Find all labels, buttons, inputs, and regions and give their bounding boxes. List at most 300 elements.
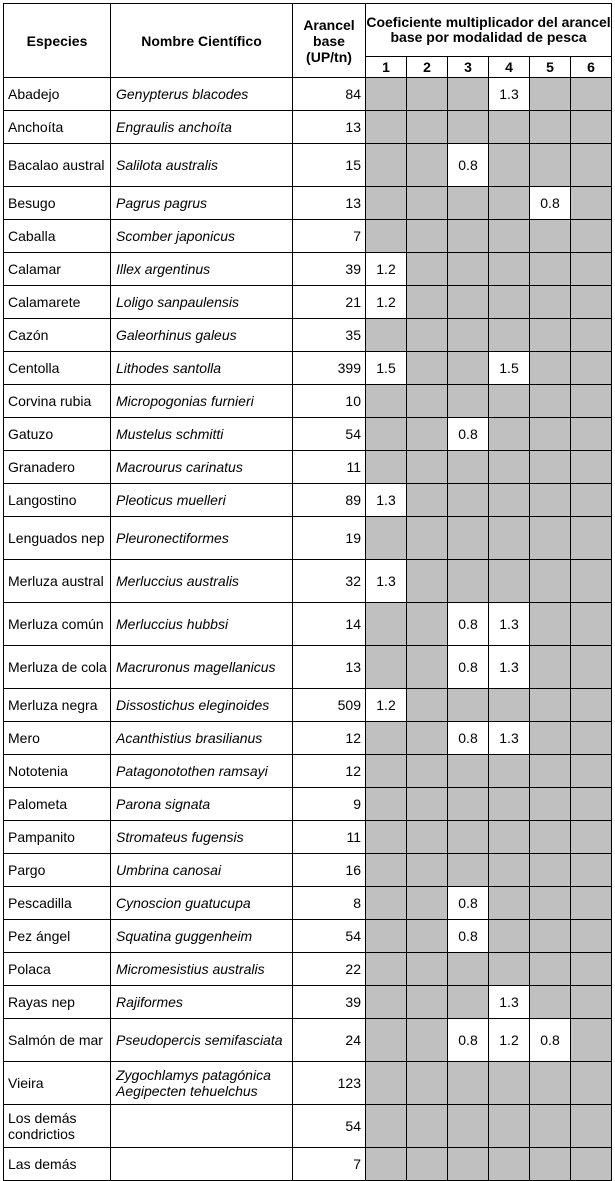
table-row <box>4 187 612 220</box>
cell-coef-6 <box>571 319 612 352</box>
cell-coef-2 <box>407 646 448 689</box>
cell-nombre-cientifico: Umbrina canosai <box>111 854 293 887</box>
cell-especie: Pargo <box>4 854 111 887</box>
cell-coef-2 <box>407 1062 448 1105</box>
header-coeficiente: Coeficiente multiplicador del arancel base por modalidad de pesca <box>366 4 612 57</box>
cell-coef-4 <box>489 689 530 722</box>
cell-coef-5 <box>530 517 571 560</box>
cell-especie: Merluza austral <box>4 560 111 603</box>
cell-nombre-cientifico: Mustelus schmitti <box>111 418 293 451</box>
cell-coef-1: 1.2 <box>366 253 407 286</box>
cell-coef-4: 1.3 <box>489 646 530 689</box>
cell-coef-3: 0.8 <box>448 920 489 953</box>
cell-coef-4: 1.3 <box>489 603 530 646</box>
cell-nombre-cientifico: Rajiformes <box>111 986 293 1019</box>
cell-arancel: 16 <box>293 854 366 887</box>
cell-coef-5 <box>530 1105 571 1148</box>
cell-coef-4 <box>489 418 530 451</box>
cell-coef-3 <box>448 286 489 319</box>
cell-coef-1 <box>366 418 407 451</box>
table-row <box>4 854 612 887</box>
cell-especie: Vieira <box>4 1062 111 1105</box>
cell-coef-1 <box>366 755 407 788</box>
cell-nombre-cientifico: Dissostichus eleginoides <box>111 689 293 722</box>
cell-coef-5 <box>530 788 571 821</box>
cell-coef-4 <box>489 319 530 352</box>
cell-coef-2 <box>407 788 448 821</box>
cell-especie: Pampanito <box>4 821 111 854</box>
cell-coef-1 <box>366 646 407 689</box>
cell-coef-2 <box>407 755 448 788</box>
cell-coef-2 <box>407 560 448 603</box>
cell-coef-2 <box>407 821 448 854</box>
cell-nombre-cientifico: Loligo sanpaulensis <box>111 286 293 319</box>
cell-arancel: 22 <box>293 953 366 986</box>
cell-coef-4 <box>489 788 530 821</box>
cell-arancel: 7 <box>293 1148 366 1181</box>
cell-coef-1 <box>366 1019 407 1062</box>
cell-especie: Langostino <box>4 484 111 517</box>
cell-arancel: 84 <box>293 78 366 111</box>
cell-especie: Corvina rubia <box>4 385 111 418</box>
cell-coef-2 <box>407 253 448 286</box>
cell-coef-4 <box>489 111 530 144</box>
cell-coef-6 <box>571 603 612 646</box>
cell-coef-1 <box>366 854 407 887</box>
table-row <box>4 1148 612 1181</box>
cell-coef-3 <box>448 78 489 111</box>
cell-especie: Abadejo <box>4 78 111 111</box>
cell-coef-4 <box>489 560 530 603</box>
table-row <box>4 418 612 451</box>
cell-coef-4 <box>489 887 530 920</box>
cell-coef-1: 1.3 <box>366 484 407 517</box>
cell-coef-3 <box>448 821 489 854</box>
cell-arancel: 54 <box>293 1105 366 1148</box>
cell-coef-5 <box>530 722 571 755</box>
table-header <box>4 4 612 78</box>
header-modalidad-3: 3 <box>448 57 489 78</box>
cell-coef-3 <box>448 319 489 352</box>
cell-coef-3 <box>448 220 489 253</box>
cell-coef-4 <box>489 854 530 887</box>
header-nombre-cientifico: Nombre Científico <box>111 4 293 78</box>
cell-coef-3: 0.8 <box>448 646 489 689</box>
table-row <box>4 1019 612 1062</box>
cell-arancel: 54 <box>293 418 366 451</box>
cell-coef-5 <box>530 418 571 451</box>
cell-coef-6 <box>571 286 612 319</box>
cell-coef-6 <box>571 560 612 603</box>
cell-coef-4 <box>489 755 530 788</box>
cell-arancel: 509 <box>293 689 366 722</box>
table-row <box>4 953 612 986</box>
cell-arancel: 12 <box>293 755 366 788</box>
table-row <box>4 821 612 854</box>
cell-coef-3 <box>448 560 489 603</box>
cell-arancel: 32 <box>293 560 366 603</box>
cell-coef-4 <box>489 385 530 418</box>
cell-coef-4: 1.5 <box>489 352 530 385</box>
cell-nombre-cientifico <box>111 1105 293 1148</box>
cell-coef-3 <box>448 1062 489 1105</box>
cell-nombre-cientifico: Pseudopercis semifasciata <box>111 1019 293 1062</box>
cell-coef-5 <box>530 920 571 953</box>
cell-coef-4: 1.3 <box>489 986 530 1019</box>
cell-especie: Besugo <box>4 187 111 220</box>
cell-especie: Mero <box>4 722 111 755</box>
cell-especie: Pescadilla <box>4 887 111 920</box>
table-row <box>4 352 612 385</box>
cell-especie: Los demás condrictios <box>4 1105 111 1148</box>
cell-coef-4 <box>489 484 530 517</box>
cell-coef-1 <box>366 1062 407 1105</box>
cell-arancel: 13 <box>293 646 366 689</box>
table-row <box>4 560 612 603</box>
table-row <box>4 788 612 821</box>
cell-coef-2 <box>407 220 448 253</box>
cell-especie: Cazón <box>4 319 111 352</box>
cell-especie: Merluza común <box>4 603 111 646</box>
cell-nombre-cientifico: Illex argentinus <box>111 253 293 286</box>
cell-coef-2 <box>407 286 448 319</box>
cell-coef-3 <box>448 517 489 560</box>
cell-coef-1 <box>366 986 407 1019</box>
cell-coef-6 <box>571 1105 612 1148</box>
cell-coef-2 <box>407 187 448 220</box>
cell-coef-6 <box>571 755 612 788</box>
cell-coef-5 <box>530 319 571 352</box>
cell-arancel: 10 <box>293 385 366 418</box>
cell-coef-2 <box>407 517 448 560</box>
cell-coef-5 <box>530 755 571 788</box>
cell-coef-5 <box>530 646 571 689</box>
cell-coef-4 <box>489 1062 530 1105</box>
cell-nombre-cientifico: Merluccius hubbsi <box>111 603 293 646</box>
cell-coef-5 <box>530 385 571 418</box>
cell-coef-2 <box>407 722 448 755</box>
cell-arancel: 13 <box>293 187 366 220</box>
cell-especie: Anchoíta <box>4 111 111 144</box>
cell-coef-3 <box>448 352 489 385</box>
cell-coef-3 <box>448 451 489 484</box>
cell-coef-3 <box>448 1148 489 1181</box>
cell-coef-5: 0.8 <box>530 187 571 220</box>
table-row <box>4 755 612 788</box>
cell-especie: Gatuzo <box>4 418 111 451</box>
cell-coef-4 <box>489 187 530 220</box>
cell-coef-5 <box>530 953 571 986</box>
cell-coef-2 <box>407 953 448 986</box>
cell-coef-2 <box>407 1148 448 1181</box>
cell-coef-6 <box>571 78 612 111</box>
cell-coef-6 <box>571 953 612 986</box>
cell-nombre-cientifico: Pleuronectiformes <box>111 517 293 560</box>
cell-coef-6 <box>571 1148 612 1181</box>
cell-coef-1 <box>366 953 407 986</box>
table-row <box>4 385 612 418</box>
cell-coef-6 <box>571 689 612 722</box>
cell-coef-2 <box>407 111 448 144</box>
cell-arancel: 399 <box>293 352 366 385</box>
cell-nombre-cientifico: Galeorhinus galeus <box>111 319 293 352</box>
cell-arancel: 123 <box>293 1062 366 1105</box>
cell-coef-1 <box>366 1148 407 1181</box>
cell-coef-5 <box>530 854 571 887</box>
header-modalidad-5: 5 <box>530 57 571 78</box>
cell-coef-5 <box>530 111 571 144</box>
cell-coef-6 <box>571 517 612 560</box>
cell-coef-4: 1.3 <box>489 78 530 111</box>
cell-coef-3 <box>448 253 489 286</box>
cell-arancel: 19 <box>293 517 366 560</box>
cell-coef-4 <box>489 220 530 253</box>
table-row <box>4 646 612 689</box>
cell-coef-3 <box>448 187 489 220</box>
cell-coef-5 <box>530 689 571 722</box>
cell-coef-5: 0.8 <box>530 1019 571 1062</box>
cell-coef-1 <box>366 111 407 144</box>
cell-coef-4: 1.3 <box>489 722 530 755</box>
cell-coef-6 <box>571 854 612 887</box>
cell-coef-1 <box>366 788 407 821</box>
cell-coef-1 <box>366 144 407 187</box>
table-row <box>4 78 612 111</box>
cell-coef-2 <box>407 352 448 385</box>
cell-coef-3: 0.8 <box>448 887 489 920</box>
cell-coef-1 <box>366 603 407 646</box>
cell-arancel: 39 <box>293 986 366 1019</box>
cell-coef-6 <box>571 1062 612 1105</box>
table-body <box>4 78 612 1181</box>
header-especies: Especies <box>4 4 111 78</box>
cell-coef-3: 0.8 <box>448 603 489 646</box>
cell-coef-6 <box>571 986 612 1019</box>
cell-coef-6 <box>571 144 612 187</box>
cell-especie: Merluza negra <box>4 689 111 722</box>
header-modalidad-1: 1 <box>366 57 407 78</box>
cell-coef-1: 1.2 <box>366 689 407 722</box>
cell-nombre-cientifico: Lithodes santolla <box>111 352 293 385</box>
cell-nombre-cientifico: Salilota australis <box>111 144 293 187</box>
cell-coef-6 <box>571 887 612 920</box>
cell-nombre-cientifico: Acanthistius brasilianus <box>111 722 293 755</box>
cell-arancel: 11 <box>293 451 366 484</box>
cell-coef-3 <box>448 953 489 986</box>
cell-coef-4 <box>489 1148 530 1181</box>
cell-coef-1 <box>366 220 407 253</box>
table-row <box>4 1105 612 1148</box>
cell-coef-6 <box>571 187 612 220</box>
cell-coef-6 <box>571 253 612 286</box>
cell-coef-6 <box>571 788 612 821</box>
table-row <box>4 319 612 352</box>
cell-coef-1: 1.2 <box>366 286 407 319</box>
cell-especie: Rayas nep <box>4 986 111 1019</box>
cell-coef-1 <box>366 821 407 854</box>
cell-arancel: 14 <box>293 603 366 646</box>
cell-arancel: 12 <box>293 722 366 755</box>
cell-coef-3 <box>448 484 489 517</box>
cell-especie: Caballa <box>4 220 111 253</box>
header-modalidad-6: 6 <box>571 57 612 78</box>
cell-coef-5 <box>530 1148 571 1181</box>
cell-coef-2 <box>407 986 448 1019</box>
cell-coef-6 <box>571 220 612 253</box>
cell-nombre-cientifico: Parona signata <box>111 788 293 821</box>
cell-coef-3 <box>448 385 489 418</box>
cell-especie: Merluza de cola <box>4 646 111 689</box>
cell-coef-6 <box>571 418 612 451</box>
table-row <box>4 220 612 253</box>
cell-coef-5 <box>530 451 571 484</box>
cell-coef-6 <box>571 352 612 385</box>
cell-coef-4 <box>489 920 530 953</box>
cell-coef-4 <box>489 253 530 286</box>
cell-arancel: 39 <box>293 253 366 286</box>
cell-nombre-cientifico: Micropogonias furnieri <box>111 385 293 418</box>
cell-coef-3: 0.8 <box>448 1019 489 1062</box>
cell-especie: Granadero <box>4 451 111 484</box>
cell-coef-2 <box>407 1105 448 1148</box>
cell-especie: Centolla <box>4 352 111 385</box>
cell-coef-4 <box>489 953 530 986</box>
cell-coef-5 <box>530 484 571 517</box>
cell-coef-5 <box>530 887 571 920</box>
table-row <box>4 887 612 920</box>
cell-coef-3 <box>448 755 489 788</box>
cell-coef-6 <box>571 920 612 953</box>
cell-coef-2 <box>407 484 448 517</box>
cell-coef-5 <box>530 603 571 646</box>
cell-nombre-cientifico: Patagonotothen ramsayi <box>111 755 293 788</box>
cell-arancel: 35 <box>293 319 366 352</box>
cell-arancel: 13 <box>293 111 366 144</box>
cell-arancel: 11 <box>293 821 366 854</box>
cell-coef-2 <box>407 319 448 352</box>
cell-coef-2 <box>407 920 448 953</box>
cell-nombre-cientifico: Engraulis anchoíta <box>111 111 293 144</box>
cell-arancel: 24 <box>293 1019 366 1062</box>
cell-coef-6 <box>571 111 612 144</box>
cell-coef-3 <box>448 689 489 722</box>
cell-coef-6 <box>571 385 612 418</box>
cell-nombre-cientifico: Stromateus fugensis <box>111 821 293 854</box>
cell-coef-5 <box>530 144 571 187</box>
cell-coef-4: 1.2 <box>489 1019 530 1062</box>
cell-coef-5 <box>530 253 571 286</box>
cell-coef-4 <box>489 451 530 484</box>
cell-nombre-cientifico: Cynoscion guatucupa <box>111 887 293 920</box>
cell-coef-2 <box>407 689 448 722</box>
cell-arancel: 54 <box>293 920 366 953</box>
cell-coef-2 <box>407 887 448 920</box>
cell-coef-6 <box>571 484 612 517</box>
cell-nombre-cientifico: Zygochlamys patagónica Aegipecten tehuelchus <box>111 1062 293 1105</box>
cell-nombre-cientifico: Pleoticus muelleri <box>111 484 293 517</box>
cell-coef-3 <box>448 986 489 1019</box>
cell-coef-2 <box>407 78 448 111</box>
cell-coef-1 <box>366 385 407 418</box>
table-row <box>4 517 612 560</box>
table-row <box>4 253 612 286</box>
table-row <box>4 144 612 187</box>
cell-coef-4 <box>489 144 530 187</box>
cell-coef-1 <box>366 920 407 953</box>
cell-coef-2 <box>407 385 448 418</box>
cell-coef-3 <box>448 1105 489 1148</box>
cell-coef-1 <box>366 722 407 755</box>
cell-coef-3: 0.8 <box>448 144 489 187</box>
cell-coef-4 <box>489 286 530 319</box>
cell-coef-4 <box>489 517 530 560</box>
cell-especie: Palometa <box>4 788 111 821</box>
cell-nombre-cientifico: Genypterus blacodes <box>111 78 293 111</box>
cell-nombre-cientifico <box>111 1148 293 1181</box>
table-row <box>4 1062 612 1105</box>
cell-coef-1: 1.3 <box>366 560 407 603</box>
table-row <box>4 722 612 755</box>
cell-coef-6 <box>571 451 612 484</box>
arancel-table <box>3 3 612 1181</box>
cell-coef-2 <box>407 451 448 484</box>
table-row <box>4 286 612 319</box>
cell-coef-6 <box>571 1019 612 1062</box>
cell-coef-1: 1.5 <box>366 352 407 385</box>
table-row <box>4 484 612 517</box>
cell-coef-3: 0.8 <box>448 722 489 755</box>
table-row <box>4 986 612 1019</box>
table-row <box>4 111 612 144</box>
cell-especie: Salmón de mar <box>4 1019 111 1062</box>
cell-nombre-cientifico: Scomber japonicus <box>111 220 293 253</box>
cell-coef-5 <box>530 78 571 111</box>
cell-especie: Calamar <box>4 253 111 286</box>
cell-arancel: 15 <box>293 144 366 187</box>
cell-coef-6 <box>571 722 612 755</box>
table-row <box>4 603 612 646</box>
cell-nombre-cientifico: Macruronus magellanicus <box>111 646 293 689</box>
cell-arancel: 7 <box>293 220 366 253</box>
cell-coef-2 <box>407 1019 448 1062</box>
cell-coef-2 <box>407 854 448 887</box>
cell-nombre-cientifico: Micromesistius australis <box>111 953 293 986</box>
cell-especie: Las demás <box>4 1148 111 1181</box>
cell-nombre-cientifico: Macrourus carinatus <box>111 451 293 484</box>
cell-coef-5 <box>530 352 571 385</box>
cell-coef-3 <box>448 854 489 887</box>
cell-arancel: 8 <box>293 887 366 920</box>
cell-nombre-cientifico: Squatina guggenheim <box>111 920 293 953</box>
cell-coef-3: 0.8 <box>448 418 489 451</box>
cell-coef-4 <box>489 821 530 854</box>
cell-arancel: 21 <box>293 286 366 319</box>
cell-coef-2 <box>407 418 448 451</box>
cell-especie: Polaca <box>4 953 111 986</box>
cell-coef-1 <box>366 451 407 484</box>
table-row <box>4 689 612 722</box>
cell-arancel: 9 <box>293 788 366 821</box>
cell-coef-1 <box>366 319 407 352</box>
table-row <box>4 451 612 484</box>
cell-coef-1 <box>366 1105 407 1148</box>
header-modalidad-4: 4 <box>489 57 530 78</box>
cell-nombre-cientifico: Pagrus pagrus <box>111 187 293 220</box>
table-row <box>4 920 612 953</box>
cell-especie: Pez ángel <box>4 920 111 953</box>
cell-coef-1 <box>366 78 407 111</box>
cell-especie: Nototenia <box>4 755 111 788</box>
